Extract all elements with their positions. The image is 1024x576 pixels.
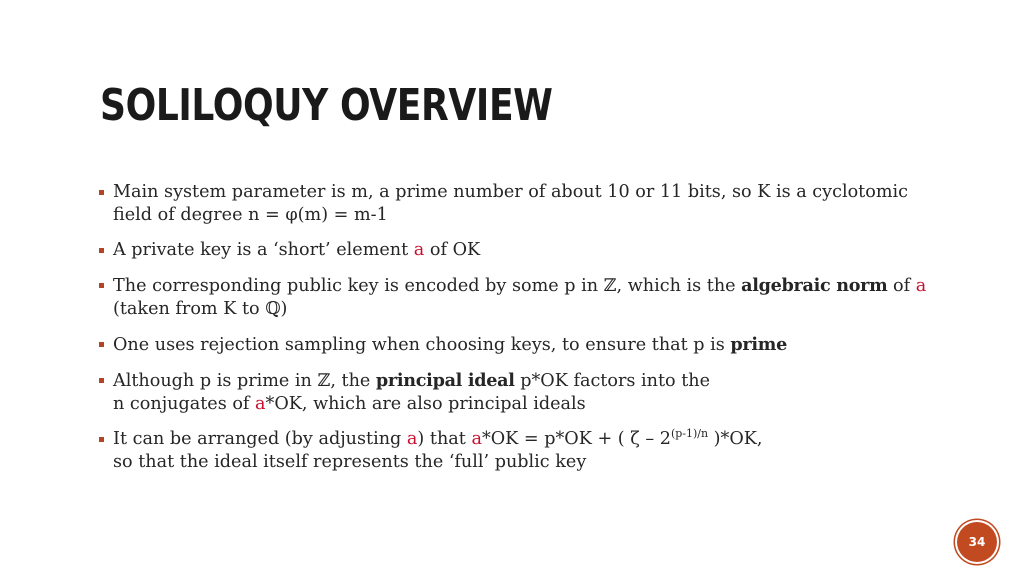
bullet-text: *OK = p*OK + ( ζ – 2 — [481, 429, 671, 449]
bullet-text: of — [887, 276, 916, 296]
bullet-marker — [99, 283, 104, 288]
bullet-text: It can be arranged (by adjusting — [113, 429, 407, 449]
highlight-a: a — [255, 394, 266, 414]
bullet-text-line2: *OK, which are also principal ideals — [265, 394, 586, 414]
bullet-marker — [99, 342, 104, 347]
bullet-marker — [99, 190, 104, 195]
highlight-a: a — [915, 276, 927, 296]
bullet-text: One uses rejection sampling when choosing keys, to ensure that p is — [113, 335, 731, 355]
bullet-marker — [99, 437, 104, 442]
highlight-a: a — [471, 429, 482, 449]
bullet-item-private-key — [99, 239, 939, 262]
bullet-list — [99, 181, 939, 486]
bullet-text: ) that — [417, 429, 472, 449]
bullet-item-arrangement — [99, 428, 939, 474]
page-number-badge — [957, 522, 997, 562]
highlight-a: a — [406, 429, 418, 449]
bullet-text-line2: field of degree n = φ(m) = m-1 — [113, 205, 388, 225]
slide-title: SOLILOQUY OVERVIEW — [100, 80, 553, 131]
bullet-text: p*OK factors into the — [514, 371, 711, 391]
bullet-text: The corresponding public key is encoded by some p in ℤ, which is the — [113, 276, 742, 296]
bullet-text: )*OK, — [708, 429, 763, 449]
bullet-marker — [99, 248, 104, 253]
bullet-text-line2: so that the ideal itself represents the ‘full’ public key — [113, 452, 587, 472]
exponent: (p-1)/n — [670, 427, 709, 441]
bullet-text-line2: (taken from K to ℚ) — [113, 299, 288, 319]
bullet-text: of OK — [424, 240, 481, 260]
bullet-text: Although p is prime in ℤ, the — [113, 371, 376, 391]
bullet-item-rejection-sampling — [99, 333, 939, 357]
bullet-text: Main system parameter is m, a prime number of about 10 or 11 bits, so K is a cyclotomic — [113, 182, 908, 202]
bullet-item-public-key — [99, 274, 939, 321]
emphasis-term: algebraic norm — [741, 275, 888, 296]
bullet-item-parameter — [99, 181, 939, 227]
emphasis-term: prime — [730, 334, 787, 355]
emphasis-term: principal ideal — [375, 370, 515, 391]
bullet-text: A private key is a ‘short’ element — [113, 240, 414, 260]
bullet-item-principal-ideal — [99, 369, 939, 416]
highlight-a: a — [413, 240, 425, 260]
bullet-marker — [99, 378, 104, 383]
bullet-text-line2: n conjugates of — [113, 394, 256, 414]
page-number: 34 — [968, 535, 986, 549]
